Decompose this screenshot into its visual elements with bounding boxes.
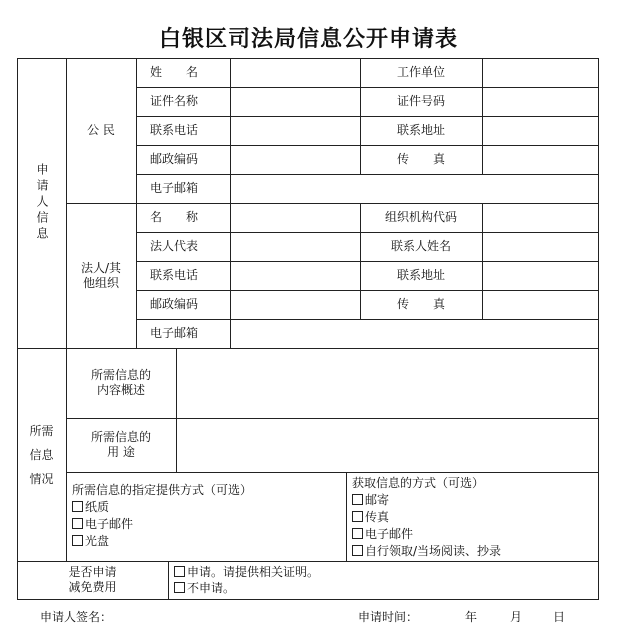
citizen-label: 公 民 <box>87 123 115 137</box>
org-phone-label: 联系电话 <box>150 268 199 282</box>
content-summary-line2: 内容概述 <box>96 383 145 397</box>
checkbox-icon <box>174 566 185 577</box>
obtain-method-section <box>346 472 598 561</box>
citizen-fax-label: 传 真 <box>396 152 445 166</box>
provide-option-disc[interactable]: 光盘 <box>72 533 109 550</box>
org-code-field[interactable] <box>482 203 598 232</box>
citizen-fax-field[interactable] <box>482 145 598 174</box>
org-label <box>66 203 136 348</box>
purpose-line2: 用 途 <box>107 445 135 459</box>
provide-option-email[interactable]: 电子邮件 <box>72 516 133 533</box>
content-summary-field[interactable] <box>176 348 598 418</box>
date-day: 日 <box>553 610 566 624</box>
provide-method-section <box>66 472 346 561</box>
citizen-id-number-label: 证件号码 <box>396 94 445 108</box>
info-section-line3: 情况 <box>29 471 54 486</box>
applicant-info-label-text: 申请人信息 <box>35 163 49 243</box>
citizen-address-label: 联系地址 <box>396 123 445 137</box>
obtain-method-heading: 获取信息的方式（可选） <box>352 476 485 490</box>
org-phone-field[interactable] <box>230 261 360 290</box>
info-section-line1: 所需 <box>29 423 54 438</box>
org-postcode-field[interactable] <box>230 290 360 319</box>
org-email-label: 电子邮箱 <box>150 326 199 340</box>
obtain-option-email[interactable]: 电子邮件 <box>352 526 413 543</box>
org-name-field[interactable] <box>230 203 360 232</box>
obtain-option-mail[interactable]: 邮寄 <box>352 492 389 509</box>
org-fax-label: 传 真 <box>396 297 445 311</box>
content-summary-label <box>66 348 176 418</box>
provide-method-heading: 所需信息的指定提供方式（可选） <box>72 483 253 497</box>
checkbox-icon <box>352 528 363 539</box>
citizen-postcode-field[interactable] <box>230 145 360 174</box>
org-contact-name-label: 联系人姓名 <box>390 239 451 253</box>
info-section-line2: 信息 <box>29 447 54 462</box>
checkbox-icon <box>72 518 83 529</box>
fee-reduction-label <box>17 561 168 599</box>
date-month: 月 <box>510 610 523 624</box>
citizen-name-field[interactable] <box>230 58 360 87</box>
fee-options <box>168 561 598 599</box>
citizen-email-field[interactable] <box>230 174 598 203</box>
checkbox-icon <box>72 535 83 546</box>
org-code-label: 组织机构代码 <box>384 210 457 224</box>
citizen-phone-field[interactable] <box>230 116 360 145</box>
signature-label: 申请人签名： <box>40 610 113 624</box>
fee-option-apply[interactable]: 申请。请提供相关证明。 <box>174 564 319 580</box>
citizen-id-number-field[interactable] <box>482 87 598 116</box>
org-name-label: 名 称 <box>150 210 199 224</box>
content-summary-line1: 所需信息的 <box>90 368 151 382</box>
checkbox-icon <box>174 582 185 593</box>
citizen-postcode-label: 邮政编码 <box>150 152 199 166</box>
applicant-info-label <box>17 58 66 348</box>
citizen-name-label: 姓 名 <box>150 65 199 79</box>
citizen-phone-label: 联系电话 <box>150 123 199 137</box>
org-address-field[interactable] <box>482 261 598 290</box>
form-title: 白银区司法局信息公开申请表 <box>158 26 458 52</box>
org-label-line2: 他组织 <box>82 275 119 290</box>
purpose-field[interactable] <box>176 418 598 472</box>
citizen-employer-field[interactable] <box>482 58 598 87</box>
purpose-label <box>66 418 176 472</box>
org-legal-rep-field[interactable] <box>230 232 360 261</box>
fee-option-not-apply[interactable]: 不申请。 <box>174 580 235 596</box>
citizen-employer-label: 工作单位 <box>396 65 445 79</box>
org-label-line1: 法人/其 <box>80 260 122 275</box>
citizen-id-type-label: 证件名称 <box>150 94 199 108</box>
citizen-address-field[interactable] <box>482 116 598 145</box>
org-contact-name-field[interactable] <box>482 232 598 261</box>
checkbox-icon <box>352 494 363 505</box>
obtain-option-fax[interactable]: 传真 <box>352 509 389 526</box>
org-legal-rep-label: 法人代表 <box>150 239 199 253</box>
org-fax-field[interactable] <box>482 290 598 319</box>
date-year: 年 <box>465 610 478 624</box>
org-address-label: 联系地址 <box>396 268 445 282</box>
date-label: 申请时间： <box>358 610 419 624</box>
obtain-option-pickup[interactable]: 自行领取/当场阅读、抄录 <box>352 543 501 560</box>
citizen-id-type-field[interactable] <box>230 87 360 116</box>
fee-label-line1: 是否申请 <box>68 565 117 579</box>
checkbox-icon <box>72 501 83 512</box>
provide-option-paper[interactable]: 纸质 <box>72 499 109 516</box>
org-postcode-label: 邮政编码 <box>150 297 199 311</box>
citizen-email-label: 电子邮箱 <box>150 181 199 195</box>
org-email-field[interactable] <box>230 319 598 348</box>
info-section-label <box>17 348 66 561</box>
fee-label-line2: 减免费用 <box>68 580 117 594</box>
purpose-line1: 所需信息的 <box>90 430 151 444</box>
checkbox-icon <box>352 511 363 522</box>
checkbox-icon <box>352 545 363 556</box>
application-form <box>17 58 599 600</box>
